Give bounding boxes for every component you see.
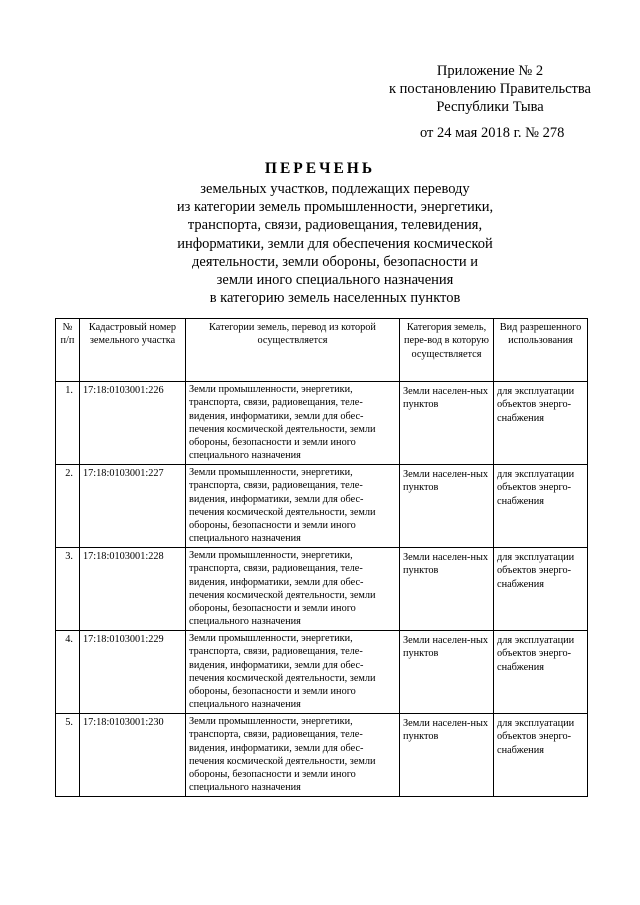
from-category: Земли промышленности, энергетики, транспорта, связи, радиовещания, теле-видения, информатики, земли для обес-печения космической деятельности, земли обороны, безопасности и земли иного специального назначения	[186, 548, 400, 631]
from-category: Земли промышленности, энергетики, транспорта, связи, радиовещания, теле-видения, информатики, земли для обес-печения космической деятельности, земли обороны, безопасности и земли иного специального назначения	[186, 382, 400, 465]
table-row	[56, 382, 588, 465]
to-category: Земли населен-ных пунктов	[400, 631, 494, 714]
table-row	[56, 465, 588, 548]
permitted-use: для эксплуатации объектов энерго-снабжения	[494, 465, 588, 548]
subtitle-line: в категорию земель населенных пунктов	[209, 290, 461, 307]
cadastral-number: 17:18:0103001:228	[80, 548, 186, 631]
permitted-use: для эксплуатации объектов энерго-снабжения	[494, 631, 588, 714]
subtitle-line: земельных участков, подлежащих переводу	[200, 181, 470, 197]
table-header-row	[56, 319, 588, 382]
cadastral-number: 17:18:0103001:226	[80, 382, 186, 465]
appendix-header	[380, 62, 600, 116]
row-number: 1.	[56, 382, 80, 465]
from-category: Земли промышленности, энергетики, транспорта, связи, радиовещания, теле-видения, информатики, земли для обес-печения космической деятельности, земли обороны, безопасности и земли иного специального назначения	[186, 465, 400, 548]
cadastral-number: 17:18:0103001:230	[80, 714, 186, 797]
appendix-date: от 24 мая 2018 г. № 278	[420, 125, 565, 141]
document-title: ПЕРЕЧЕНЬ	[264, 160, 376, 177]
subtitle-line: деятельности, земли обороны, безопасности и	[192, 253, 478, 270]
header-number: № п/п	[56, 319, 80, 382]
cadastral-number: 17:18:0103001:229	[80, 631, 186, 714]
header-to-category: Категория земель, пере-вод в которую осуществляется	[400, 319, 494, 382]
subtitle-line: информатики, земли для обеспечения космической	[177, 235, 493, 252]
appendix-number: Приложение № 2	[436, 63, 544, 79]
row-number: 2.	[56, 465, 80, 548]
land-plots-table	[55, 318, 588, 797]
permitted-use: для эксплуатации объектов энерго-снабжения	[494, 548, 588, 631]
cadastral-number: 17:18:0103001:227	[80, 465, 186, 548]
to-category: Земли населен-ных пунктов	[400, 465, 494, 548]
from-category: Земли промышленности, энергетики, транспорта, связи, радиовещания, теле-видения, информатики, земли для обес-печения космической деятельности, земли обороны, безопасности и земли иного специального назначения	[186, 714, 400, 797]
table-row	[56, 714, 588, 797]
subtitle-line: земли иного специального назначения	[216, 272, 454, 289]
row-number: 4.	[56, 631, 80, 714]
header-use: Вид разрешенного использования	[494, 319, 588, 382]
to-category: Земли населен-ных пунктов	[400, 714, 494, 797]
to-category: Земли населен-ных пунктов	[400, 382, 494, 465]
permitted-use: для эксплуатации объектов энерго-снабжения	[494, 382, 588, 465]
to-category: Земли населен-ных пунктов	[400, 548, 494, 631]
header-cadastral: Кадастровый номер земельного участка	[80, 319, 186, 382]
appendix-resolution: к постановлению Правительства	[389, 81, 591, 97]
header-from-category: Категории земель, перевод из которой осуществляется	[186, 319, 400, 382]
subtitle-line: из категории земель промышленности, энергетики,	[176, 199, 494, 216]
appendix-government: Республики Тыва	[436, 99, 544, 115]
document-subtitle	[150, 180, 520, 307]
permitted-use: для эксплуатации объектов энерго-снабжения	[494, 714, 588, 797]
from-category: Земли промышленности, энергетики, транспорта, связи, радиовещания, теле-видения, информатики, земли для обес-печения космической деятельности, земли обороны, безопасности и земли иного специального назначения	[186, 631, 400, 714]
subtitle-line: транспорта, связи, радиовещания, телевидения,	[187, 217, 483, 234]
table-row	[56, 631, 588, 714]
table-row	[56, 548, 588, 631]
row-number: 3.	[56, 548, 80, 631]
row-number: 5.	[56, 714, 80, 797]
